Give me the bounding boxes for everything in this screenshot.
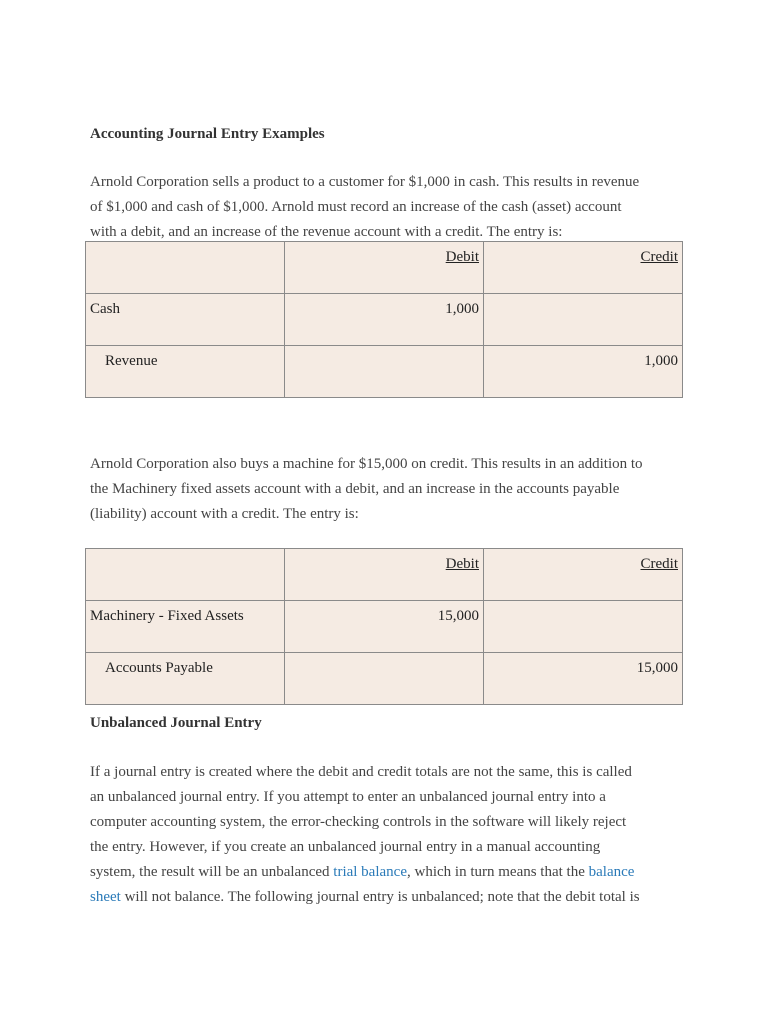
paragraph-line: Arnold Corporation sells a product to a customer for $1,000 in cash. This results in revenue [90, 174, 640, 190]
paragraph-line [90, 885, 680, 910]
paragraph-line [90, 860, 680, 885]
credit-cell: 15,000 [484, 653, 683, 705]
paragraph-line: If a journal entry is created where the debit and credit totals are not the same, this is called [90, 764, 632, 780]
debit-header-cell [285, 549, 484, 601]
table-row [86, 294, 683, 346]
account-header-cell [86, 242, 285, 294]
balance-sheet-link-continued[interactable]: sheet [90, 889, 121, 905]
debit-cell [285, 653, 484, 705]
trial-balance-link[interactable]: trial balance [333, 864, 407, 880]
paragraph-line: the entry. However, if you create an unbalanced journal entry in a manual accounting [90, 839, 601, 855]
account-cell: Revenue [86, 346, 285, 398]
credit-header-cell [484, 549, 683, 601]
paragraph-cash-sale [90, 170, 680, 245]
table-header-row [86, 549, 683, 601]
text-fragment: system, the result will be an unbalanced [90, 864, 334, 880]
section-heading-unbalanced: Unbalanced Journal Entry [90, 715, 262, 731]
debit-header-cell [285, 242, 484, 294]
paragraph-line: of $1,000 and cash of $1,000. Arnold must record an increase of the cash (asset) account [90, 199, 622, 215]
table-row [86, 346, 683, 398]
journal-entry-table-machine-purchase [85, 548, 683, 705]
text-fragment: , which in turn means that the [407, 864, 589, 880]
debit-cell [285, 346, 484, 398]
section-heading-examples: Accounting Journal Entry Examples [90, 126, 325, 142]
journal-entry-table-cash-sale [85, 241, 683, 398]
table-header-row [86, 242, 683, 294]
paragraph-unbalanced [90, 760, 680, 910]
text-fragment: will not balance. The following journal entry is unbalanced; note that the debit total is [120, 889, 640, 905]
paragraph-line: an unbalanced journal entry. If you attempt to enter an unbalanced journal entry into a [90, 789, 606, 805]
paragraph-line: the Machinery fixed assets account with a debit, and an increase in the accounts payable [90, 481, 620, 497]
balance-sheet-link[interactable]: balance [588, 864, 635, 880]
debit-cell: 15,000 [285, 601, 484, 653]
credit-header: Credit [640, 249, 678, 265]
credit-header-cell [484, 242, 683, 294]
credit-cell [484, 601, 683, 653]
account-cell: Machinery - Fixed Assets [86, 601, 285, 653]
debit-header: Debit [445, 556, 479, 572]
paragraph-line: with a debit, and an increase of the revenue account with a credit. The entry is: [90, 224, 563, 240]
account-cell: Accounts Payable [86, 653, 285, 705]
debit-header: Debit [445, 249, 479, 265]
table-row [86, 601, 683, 653]
debit-cell: 1,000 [285, 294, 484, 346]
credit-header: Credit [640, 556, 678, 572]
account-header-cell [86, 549, 285, 601]
account-cell: Cash [86, 294, 285, 346]
credit-cell [484, 294, 683, 346]
paragraph-line: Arnold Corporation also buys a machine for $15,000 on credit. This results in an addition to [90, 456, 643, 472]
table-row [86, 653, 683, 705]
paragraph-line: computer accounting system, the error-checking controls in the software will likely reject [90, 814, 627, 830]
paragraph-machine-purchase [90, 452, 680, 527]
credit-cell: 1,000 [484, 346, 683, 398]
paragraph-line: (liability) account with a credit. The entry is: [90, 506, 359, 522]
